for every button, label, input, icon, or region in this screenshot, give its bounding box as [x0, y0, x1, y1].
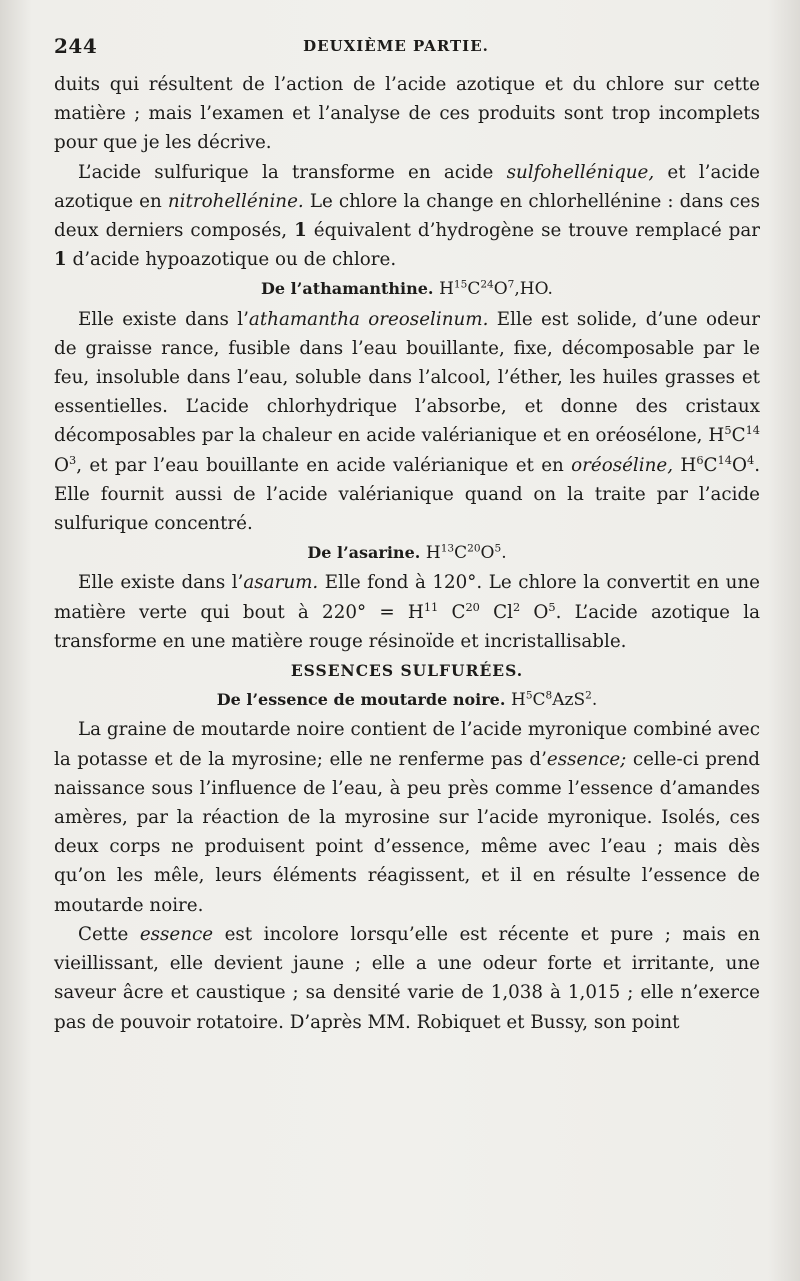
page-body	[54, 70, 760, 1037]
heading-title: De l’athamanthine.	[261, 279, 434, 299]
heading-athamanthine	[54, 274, 760, 304]
paragraph-athamanthine: Elle existe dans l’athamantha oreoselinum. Elle est solide, d’une odeur de graisse rance, fusible dans l’eau bouillante, fixe, décomposable par le feu, insoluble dans l’eau, soluble dans l’alcool, l’éther, les huiles grasses et essentielles. L’acide chlorhydrique l’absorbe, et donne des cristaux décomposables par la chaleur en acide valérianique et en oréosélone, $H^5C^{14}$ $O^3$, et par l’eau bouillante en acide valérianique et en oréoséline, $H^6C^{14}O^4$. Elle fournit aussi de l’acide valérianique quand on la traite par l’acide sulfurique concentré.	[54, 308, 761, 535]
heading-asarine	[54, 538, 760, 568]
page-header	[54, 34, 738, 64]
section-heading-essences-sulfurees: ESSENCES SULFURÉES.	[290, 661, 524, 681]
chemical-formula: $H^5C^8AzS^2$.	[510, 689, 598, 711]
paragraph-continuation: duits qui résultent de l’action de l’acide azotique et du chlore sur cette matière ; mais l’examen et l’analyse de ces produits sont trop incomplets pour que je les décrive.	[54, 74, 760, 154]
heading-black-mustard-essence	[54, 685, 760, 715]
paragraph-asarine: Elle existe dans l’asarum. Elle fond à 120°. Le chlore la convertit en une matière verte qui bout à $220^\circ = H^{11}$ $C^{20}$ Cl$^2$ $O^5$. L’acide azotique la transforme en une matière rouge résinoïde et incristallisable.	[54, 572, 760, 652]
paragraph-essence-properties: Cette essence est incolore lorsqu’elle est récente et pure ; mais en vieillissant, elle devient jaune ; elle a une odeur forte et irritante, une saveur âcre et caustique ; sa densité varie de 1,038 à 1,015 ; elle n’exerce pas de pouvoir rotatoire. D’après MM. Robiquet et Bussy, son point	[54, 923, 760, 1033]
heading-title: De l’asarine.	[307, 543, 421, 563]
chemical-formula: $H^{15}C^{24}O^7,HO$.	[439, 278, 553, 300]
heading-title: De l’essence de moutarde noire.	[216, 690, 506, 710]
paragraph-mustard-seed: La graine de moutarde noire contient de l’acide myronique combiné avec la potasse et de la myrosine; elle ne renferme pas d’essence; celle-ci prend naissance sous l’influence de l’eau, à peu près comme l’essence d’amandes amères, par la réaction de la myrosine sur l’acide myronique. Isolés, ces deux corps ne produisent point d’essence, même avec l’eau ; mais dès qu’on les mêle, leurs éléments réagissent, et il en résulte l’essence de moutarde noire.	[54, 719, 760, 916]
page-number: 244	[54, 34, 98, 58]
running-title: DEUXIÈME PARTIE.	[303, 37, 489, 55]
paragraph-sulfuric-acid: L’acide sulfurique la transforme en acide sulfohellénique, et l’acide azotique en nitrohellénine. Le chlore la change en chlorhellénine : dans ces deux derniers composés, 1 équivalent d’hydrogène se trouve remplacé par 1 d’acide hypoazotique ou de chlore.	[54, 161, 760, 271]
chemical-formula: $H^{13}C^{20}O^5$.	[425, 542, 507, 564]
